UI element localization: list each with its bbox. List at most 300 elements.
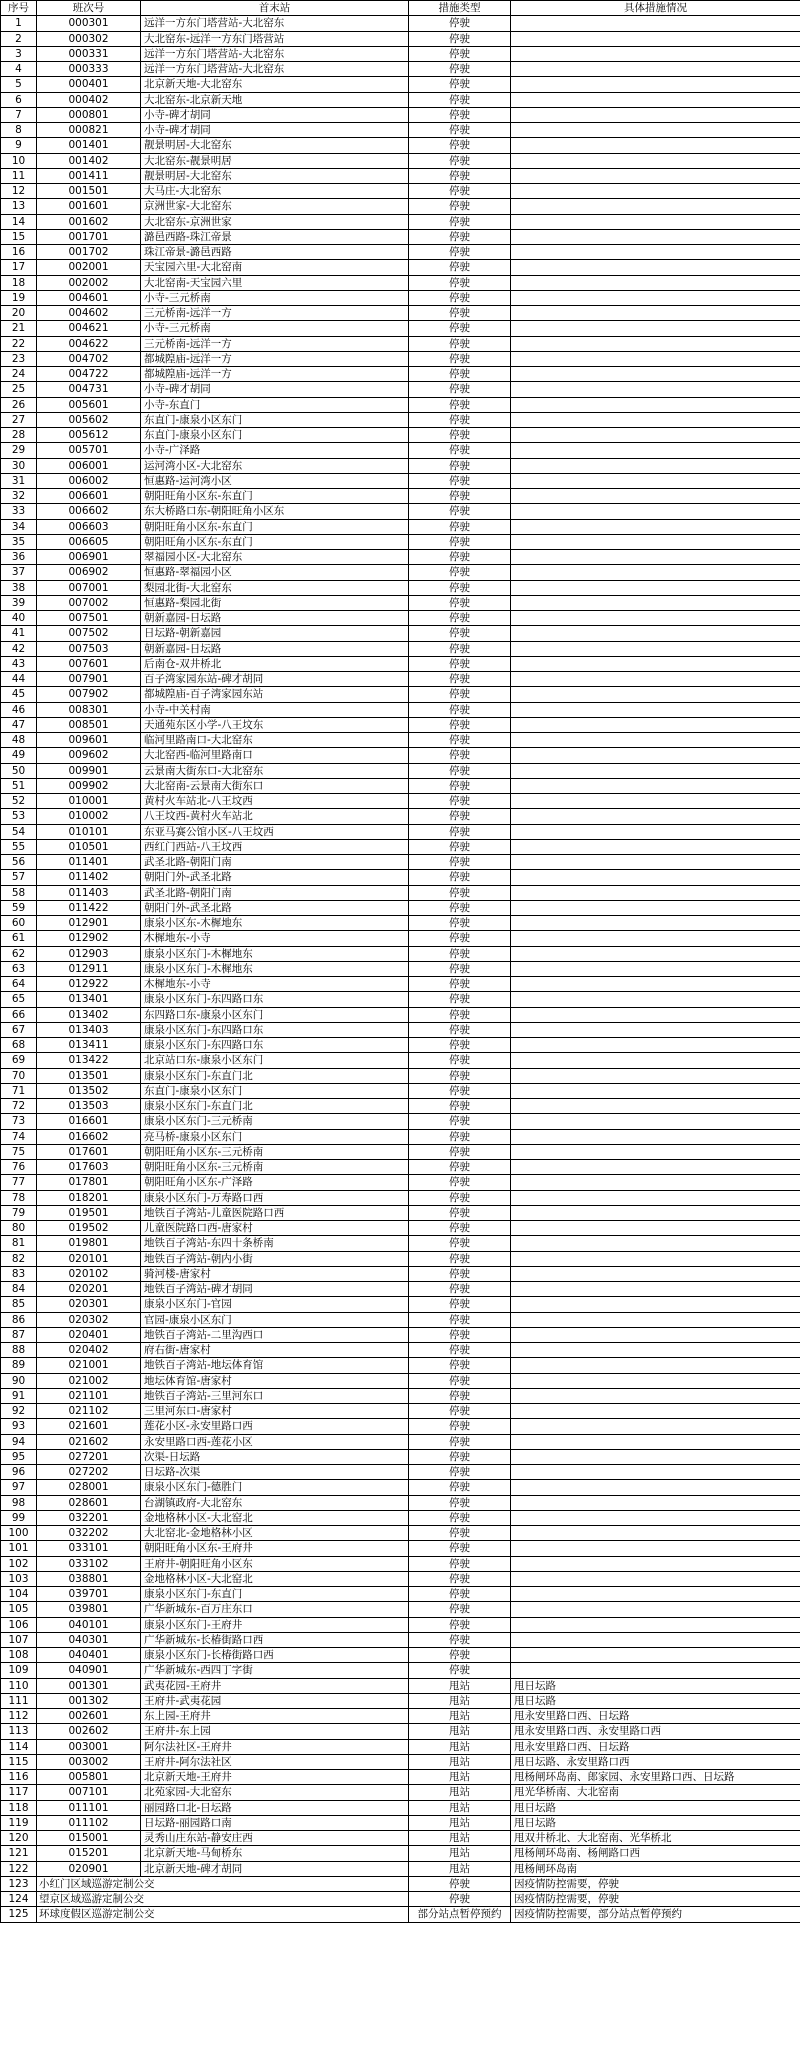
route-stations: 云景南大街东口-大北窑东: [141, 763, 409, 778]
table-row: [1, 1465, 800, 1480]
header-measure-detail: 具体措施情况: [511, 1, 800, 16]
row-number: 90: [1, 1373, 37, 1388]
measure-detail: 甩日坛路: [511, 1815, 800, 1830]
row-number: 115: [1, 1754, 37, 1769]
route-stations: 北京新天地-碑才胡同: [141, 1861, 409, 1876]
table-row: [1, 1861, 800, 1876]
route-stations: 金地格林小区-大北窑北: [141, 1510, 409, 1525]
measure-type: 停驶: [409, 748, 511, 763]
route-stations: 天通苑东区小学-八王坟东: [141, 717, 409, 732]
measure-detail: [511, 1358, 800, 1373]
shift-code: 028601: [37, 1495, 141, 1510]
row-number: 109: [1, 1663, 37, 1678]
measure-detail: [511, 184, 800, 199]
table-row: [1, 153, 800, 168]
route-stations: 都城隍庙-远洋一方: [141, 351, 409, 366]
row-number: 85: [1, 1297, 37, 1312]
shift-code: 004722: [37, 367, 141, 382]
route-stations: 环球度假区巡游定制公交: [37, 1907, 409, 1922]
row-number: 100: [1, 1526, 37, 1541]
row-number: 92: [1, 1404, 37, 1419]
measure-detail: [511, 1007, 800, 1022]
table-row: [1, 428, 800, 443]
row-number: 105: [1, 1602, 37, 1617]
measure-type: 停驶: [409, 1480, 511, 1495]
measure-detail: [511, 565, 800, 580]
table-row: [1, 778, 800, 793]
table-row: [1, 1831, 800, 1846]
row-number: 72: [1, 1099, 37, 1114]
measure-type: 停驶: [409, 855, 511, 870]
measure-detail: [511, 809, 800, 824]
measure-detail: 因疫情防控需要，停驶: [511, 1892, 800, 1907]
row-number: 2: [1, 31, 37, 46]
route-stations: 康泉小区东-木樨地东: [141, 916, 409, 931]
shift-code: 008501: [37, 717, 141, 732]
row-number: 39: [1, 595, 37, 610]
measure-detail: [511, 1022, 800, 1037]
measure-type: 甩站: [409, 1739, 511, 1754]
table-row: [1, 626, 800, 641]
shift-code: 007901: [37, 672, 141, 687]
row-number: 21: [1, 321, 37, 336]
measure-detail: [511, 1648, 800, 1663]
measure-type: 停驶: [409, 473, 511, 488]
table-row: [1, 1709, 800, 1724]
measure-detail: [511, 1038, 800, 1053]
shift-code: 001602: [37, 214, 141, 229]
measure-detail: [511, 306, 800, 321]
measure-type: 部分站点暂停预约: [409, 1907, 511, 1922]
row-number: 38: [1, 580, 37, 595]
measure-type: 停驶: [409, 1617, 511, 1632]
row-number: 5: [1, 77, 37, 92]
measure-detail: [511, 1632, 800, 1647]
header-row: [1, 1, 800, 16]
measure-detail: [511, 1526, 800, 1541]
measure-detail: [511, 489, 800, 504]
measure-detail: [511, 1465, 800, 1480]
table-row: [1, 245, 800, 260]
row-number: 12: [1, 184, 37, 199]
route-stations: 王府井-朝阳旺角小区东: [141, 1556, 409, 1571]
measure-type: 停驶: [409, 992, 511, 1007]
measure-detail: [511, 702, 800, 717]
measure-type: 停驶: [409, 1632, 511, 1647]
route-stations: 东直门-康泉小区东门: [141, 428, 409, 443]
shift-code: 011422: [37, 900, 141, 915]
measure-detail: [511, 580, 800, 595]
table-row: [1, 1739, 800, 1754]
table-row: [1, 1175, 800, 1190]
table-row: [1, 260, 800, 275]
measure-type: 甩站: [409, 1724, 511, 1739]
shift-code: 039801: [37, 1602, 141, 1617]
row-number: 75: [1, 1144, 37, 1159]
route-stations: 康泉小区东门-万寿路口西: [141, 1190, 409, 1205]
measure-type: 甩站: [409, 1754, 511, 1769]
shift-code: 010001: [37, 794, 141, 809]
row-number: 94: [1, 1434, 37, 1449]
table-row: [1, 1358, 800, 1373]
measure-type: 停驶: [409, 1358, 511, 1373]
route-stations: 王府井-武夷花园: [141, 1693, 409, 1708]
measure-type: 停驶: [409, 1465, 511, 1480]
shift-code: 001301: [37, 1678, 141, 1693]
shift-code: 019501: [37, 1205, 141, 1220]
table-row: [1, 1724, 800, 1739]
route-stations: 康泉小区东门-德胜门: [141, 1480, 409, 1495]
table-row: [1, 1297, 800, 1312]
row-number: 117: [1, 1785, 37, 1800]
table-row: [1, 1007, 800, 1022]
route-stations: 朝阳旺角小区东-东直门: [141, 519, 409, 534]
route-stations: 珠江帝景-潞邑西路: [141, 245, 409, 260]
table-row: [1, 519, 800, 534]
measure-type: 停驶: [409, 1419, 511, 1434]
route-stations: 莲花小区-永安里路口西: [141, 1419, 409, 1434]
measure-type: 停驶: [409, 839, 511, 854]
row-number: 87: [1, 1327, 37, 1342]
measure-detail: [511, 275, 800, 290]
shift-code: 011403: [37, 885, 141, 900]
measure-type: 停驶: [409, 946, 511, 961]
row-number: 7: [1, 107, 37, 122]
shift-code: 013403: [37, 1022, 141, 1037]
shift-code: 038801: [37, 1571, 141, 1586]
row-number: 41: [1, 626, 37, 641]
route-stations: 北苑家园-大北窑东: [141, 1785, 409, 1800]
route-stations: 朝阳旺角小区东-王府井: [141, 1541, 409, 1556]
route-stations: 大北窑南-天宝园六里: [141, 275, 409, 290]
table-row: [1, 565, 800, 580]
route-stations: 望京区域巡游定制公交: [37, 1892, 409, 1907]
shift-code: 009901: [37, 763, 141, 778]
table-row: [1, 1632, 800, 1647]
shift-code: 007002: [37, 595, 141, 610]
row-number: 95: [1, 1449, 37, 1464]
table-row: [1, 977, 800, 992]
measure-detail: [511, 855, 800, 870]
shift-code: 032201: [37, 1510, 141, 1525]
row-number: 55: [1, 839, 37, 854]
route-stations: 王府井-东上园: [141, 1724, 409, 1739]
measure-detail: 甩永安里路口西、永安里路口西: [511, 1724, 800, 1739]
measure-type: 停驶: [409, 62, 511, 77]
table-row: [1, 504, 800, 519]
table-row: [1, 1190, 800, 1205]
table-row: [1, 1343, 800, 1358]
measure-type: 停驶: [409, 717, 511, 732]
measure-detail: [511, 199, 800, 214]
shift-code: 009601: [37, 733, 141, 748]
table-row: [1, 611, 800, 626]
route-stations: 小寺-东直门: [141, 397, 409, 412]
row-number: 9: [1, 138, 37, 153]
route-stations: 潞邑西路-珠江帝景: [141, 229, 409, 244]
row-number: 23: [1, 351, 37, 366]
measure-detail: [511, 1480, 800, 1495]
table-row: [1, 138, 800, 153]
shift-code: 013401: [37, 992, 141, 1007]
route-stations: 地铁百子湾站-儿童医院路口西: [141, 1205, 409, 1220]
shift-code: 008301: [37, 702, 141, 717]
row-number: 46: [1, 702, 37, 717]
row-number: 13: [1, 199, 37, 214]
route-stations: 大马庄-大北窑东: [141, 184, 409, 199]
shift-code: 027201: [37, 1449, 141, 1464]
measure-detail: [511, 1205, 800, 1220]
route-stations: 三元桥南-远洋一方: [141, 306, 409, 321]
route-stations: 大北窑北-金地格林小区: [141, 1526, 409, 1541]
shift-code: 013501: [37, 1068, 141, 1083]
row-number: 17: [1, 260, 37, 275]
route-stations: 八王坟西-黄村火车站北: [141, 809, 409, 824]
row-number: 15: [1, 229, 37, 244]
measure-detail: [511, 107, 800, 122]
table-row: [1, 1236, 800, 1251]
row-number: 64: [1, 977, 37, 992]
measure-type: 停驶: [409, 1099, 511, 1114]
row-number: 79: [1, 1205, 37, 1220]
measure-type: 停驶: [409, 412, 511, 427]
measure-detail: [511, 229, 800, 244]
shift-code: 039701: [37, 1587, 141, 1602]
route-stations: 小寺-广泽路: [141, 443, 409, 458]
row-number: 45: [1, 687, 37, 702]
shift-code: 018201: [37, 1190, 141, 1205]
shift-code: 016601: [37, 1114, 141, 1129]
table-row: [1, 1205, 800, 1220]
route-stations: 日坛路-丽园路口南: [141, 1815, 409, 1830]
table-row: [1, 1800, 800, 1815]
row-number: 26: [1, 397, 37, 412]
measure-detail: 因疫情防控需要，停驶: [511, 1876, 800, 1891]
row-number: 50: [1, 763, 37, 778]
measure-type: 停驶: [409, 1007, 511, 1022]
measure-detail: [511, 1312, 800, 1327]
shift-code: 011102: [37, 1815, 141, 1830]
row-number: 125: [1, 1907, 37, 1922]
measure-detail: [511, 1297, 800, 1312]
measure-type: 停驶: [409, 229, 511, 244]
row-number: 19: [1, 290, 37, 305]
route-stations: 武夷花园-王府井: [141, 1678, 409, 1693]
measure-type: 停驶: [409, 534, 511, 549]
route-stations: 东四路口东-康泉小区东门: [141, 1007, 409, 1022]
table-row: [1, 1892, 800, 1907]
measure-detail: [511, 321, 800, 336]
measure-type: 甩站: [409, 1861, 511, 1876]
row-number: 78: [1, 1190, 37, 1205]
row-number: 58: [1, 885, 37, 900]
table-row: [1, 367, 800, 382]
route-stations: 府右街-唐家村: [141, 1343, 409, 1358]
route-stations: 大北窑东-北京新天地: [141, 92, 409, 107]
route-stations: 朝阳旺角小区东-三元桥南: [141, 1144, 409, 1159]
row-number: 32: [1, 489, 37, 504]
measure-detail: [511, 428, 800, 443]
row-number: 121: [1, 1846, 37, 1861]
shift-code: 009602: [37, 748, 141, 763]
shift-code: 001411: [37, 168, 141, 183]
row-number: 24: [1, 367, 37, 382]
row-number: 89: [1, 1358, 37, 1373]
row-number: 86: [1, 1312, 37, 1327]
measure-detail: [511, 1571, 800, 1586]
measure-type: 停驶: [409, 1160, 511, 1175]
shift-code: 020302: [37, 1312, 141, 1327]
measure-detail: [511, 611, 800, 626]
shift-code: 001401: [37, 138, 141, 153]
table-row: [1, 992, 800, 1007]
measure-type: 停驶: [409, 1175, 511, 1190]
table-row: [1, 931, 800, 946]
table-row: [1, 1907, 800, 1922]
table-header: [1, 1, 800, 16]
route-stations: 康泉小区东门-东四路口东: [141, 1022, 409, 1037]
table-row: [1, 168, 800, 183]
measure-type: 停驶: [409, 1587, 511, 1602]
row-number: 62: [1, 946, 37, 961]
route-stations: 木樨地东-小寺: [141, 977, 409, 992]
measure-type: 停驶: [409, 290, 511, 305]
table-row: [1, 534, 800, 549]
measure-type: 停驶: [409, 260, 511, 275]
measure-type: 停驶: [409, 77, 511, 92]
table-row: [1, 214, 800, 229]
route-stations: 恒惠路-梨园北街: [141, 595, 409, 610]
table-row: [1, 656, 800, 671]
measure-type: 停驶: [409, 1571, 511, 1586]
measure-detail: [511, 62, 800, 77]
shift-code: 002602: [37, 1724, 141, 1739]
route-stations: 天宝园六里-大北窑南: [141, 260, 409, 275]
table-row: [1, 748, 800, 763]
row-number: 123: [1, 1876, 37, 1891]
route-stations: 都城隍庙-远洋一方: [141, 367, 409, 382]
route-stations: 地铁百子湾站-三里河东口: [141, 1388, 409, 1403]
row-number: 48: [1, 733, 37, 748]
shift-code: 017603: [37, 1160, 141, 1175]
measure-detail: [511, 733, 800, 748]
measure-type: 甩站: [409, 1709, 511, 1724]
shift-code: 027202: [37, 1465, 141, 1480]
route-stations: 儿童医院路口西-唐家村: [141, 1221, 409, 1236]
shift-code: 021602: [37, 1434, 141, 1449]
measure-detail: [511, 1373, 800, 1388]
row-number: 104: [1, 1587, 37, 1602]
shift-code: 020301: [37, 1297, 141, 1312]
measure-type: 停驶: [409, 443, 511, 458]
row-number: 25: [1, 382, 37, 397]
table-row: [1, 31, 800, 46]
measure-detail: [511, 1663, 800, 1678]
table-row: [1, 443, 800, 458]
route-stations: 日坛路-朝新嘉园: [141, 626, 409, 641]
measure-type: 停驶: [409, 778, 511, 793]
row-number: 70: [1, 1068, 37, 1083]
row-number: 14: [1, 214, 37, 229]
shift-code: 004622: [37, 336, 141, 351]
measure-type: 停驶: [409, 961, 511, 976]
measure-type: 停驶: [409, 687, 511, 702]
shift-code: 015201: [37, 1846, 141, 1861]
measure-type: 停驶: [409, 489, 511, 504]
measure-type: 停驶: [409, 107, 511, 122]
shift-code: 020102: [37, 1266, 141, 1281]
shift-code: 010501: [37, 839, 141, 854]
row-number: 34: [1, 519, 37, 534]
route-stations: 东直门-康泉小区东门: [141, 1083, 409, 1098]
shift-code: 005601: [37, 397, 141, 412]
route-stations: 三元桥南-远洋一方: [141, 336, 409, 351]
shift-code: 001302: [37, 1693, 141, 1708]
measure-detail: [511, 992, 800, 1007]
measure-type: 停驶: [409, 275, 511, 290]
shift-code: 012903: [37, 946, 141, 961]
table-row: [1, 1404, 800, 1419]
shift-code: 032202: [37, 1526, 141, 1541]
row-number: 112: [1, 1709, 37, 1724]
table-row: [1, 809, 800, 824]
measure-detail: [511, 977, 800, 992]
measure-type: 停驶: [409, 1297, 511, 1312]
measure-detail: [511, 443, 800, 458]
measure-type: 停驶: [409, 565, 511, 580]
measure-detail: [511, 1053, 800, 1068]
measure-type: 停驶: [409, 1205, 511, 1220]
measure-type: 停驶: [409, 16, 511, 31]
measure-type: 停驶: [409, 245, 511, 260]
shift-code: 019801: [37, 1236, 141, 1251]
row-number: 81: [1, 1236, 37, 1251]
table-row: [1, 1617, 800, 1632]
measure-type: 停驶: [409, 458, 511, 473]
shift-code: 007501: [37, 611, 141, 626]
measure-type: 停驶: [409, 595, 511, 610]
shift-code: 007502: [37, 626, 141, 641]
shift-code: 013502: [37, 1083, 141, 1098]
route-stations: 百子湾家园东站-碑才胡同: [141, 672, 409, 687]
measure-type: 甩站: [409, 1800, 511, 1815]
row-number: 59: [1, 900, 37, 915]
measure-detail: [511, 382, 800, 397]
measure-type: 停驶: [409, 1404, 511, 1419]
measure-type: 停驶: [409, 1648, 511, 1663]
row-number: 40: [1, 611, 37, 626]
row-number: 66: [1, 1007, 37, 1022]
measure-detail: [511, 1282, 800, 1297]
route-stations: 康泉小区东门-东四路口东: [141, 1038, 409, 1053]
row-number: 18: [1, 275, 37, 290]
row-number: 111: [1, 1693, 37, 1708]
measure-detail: [511, 794, 800, 809]
shift-code: 021001: [37, 1358, 141, 1373]
route-stations: 永安里路口西-莲花小区: [141, 1434, 409, 1449]
route-stations: 康泉小区东门-木樨地东: [141, 961, 409, 976]
shift-code: 009902: [37, 778, 141, 793]
shift-code: 000333: [37, 62, 141, 77]
table-row: [1, 1449, 800, 1464]
table-row: [1, 184, 800, 199]
table-row: [1, 824, 800, 839]
row-number: 28: [1, 428, 37, 443]
table-row: [1, 1510, 800, 1525]
route-stations: 小寺-三元桥南: [141, 321, 409, 336]
route-stations: 朝阳旺角小区东-三元桥南: [141, 1160, 409, 1175]
table-row: [1, 1282, 800, 1297]
